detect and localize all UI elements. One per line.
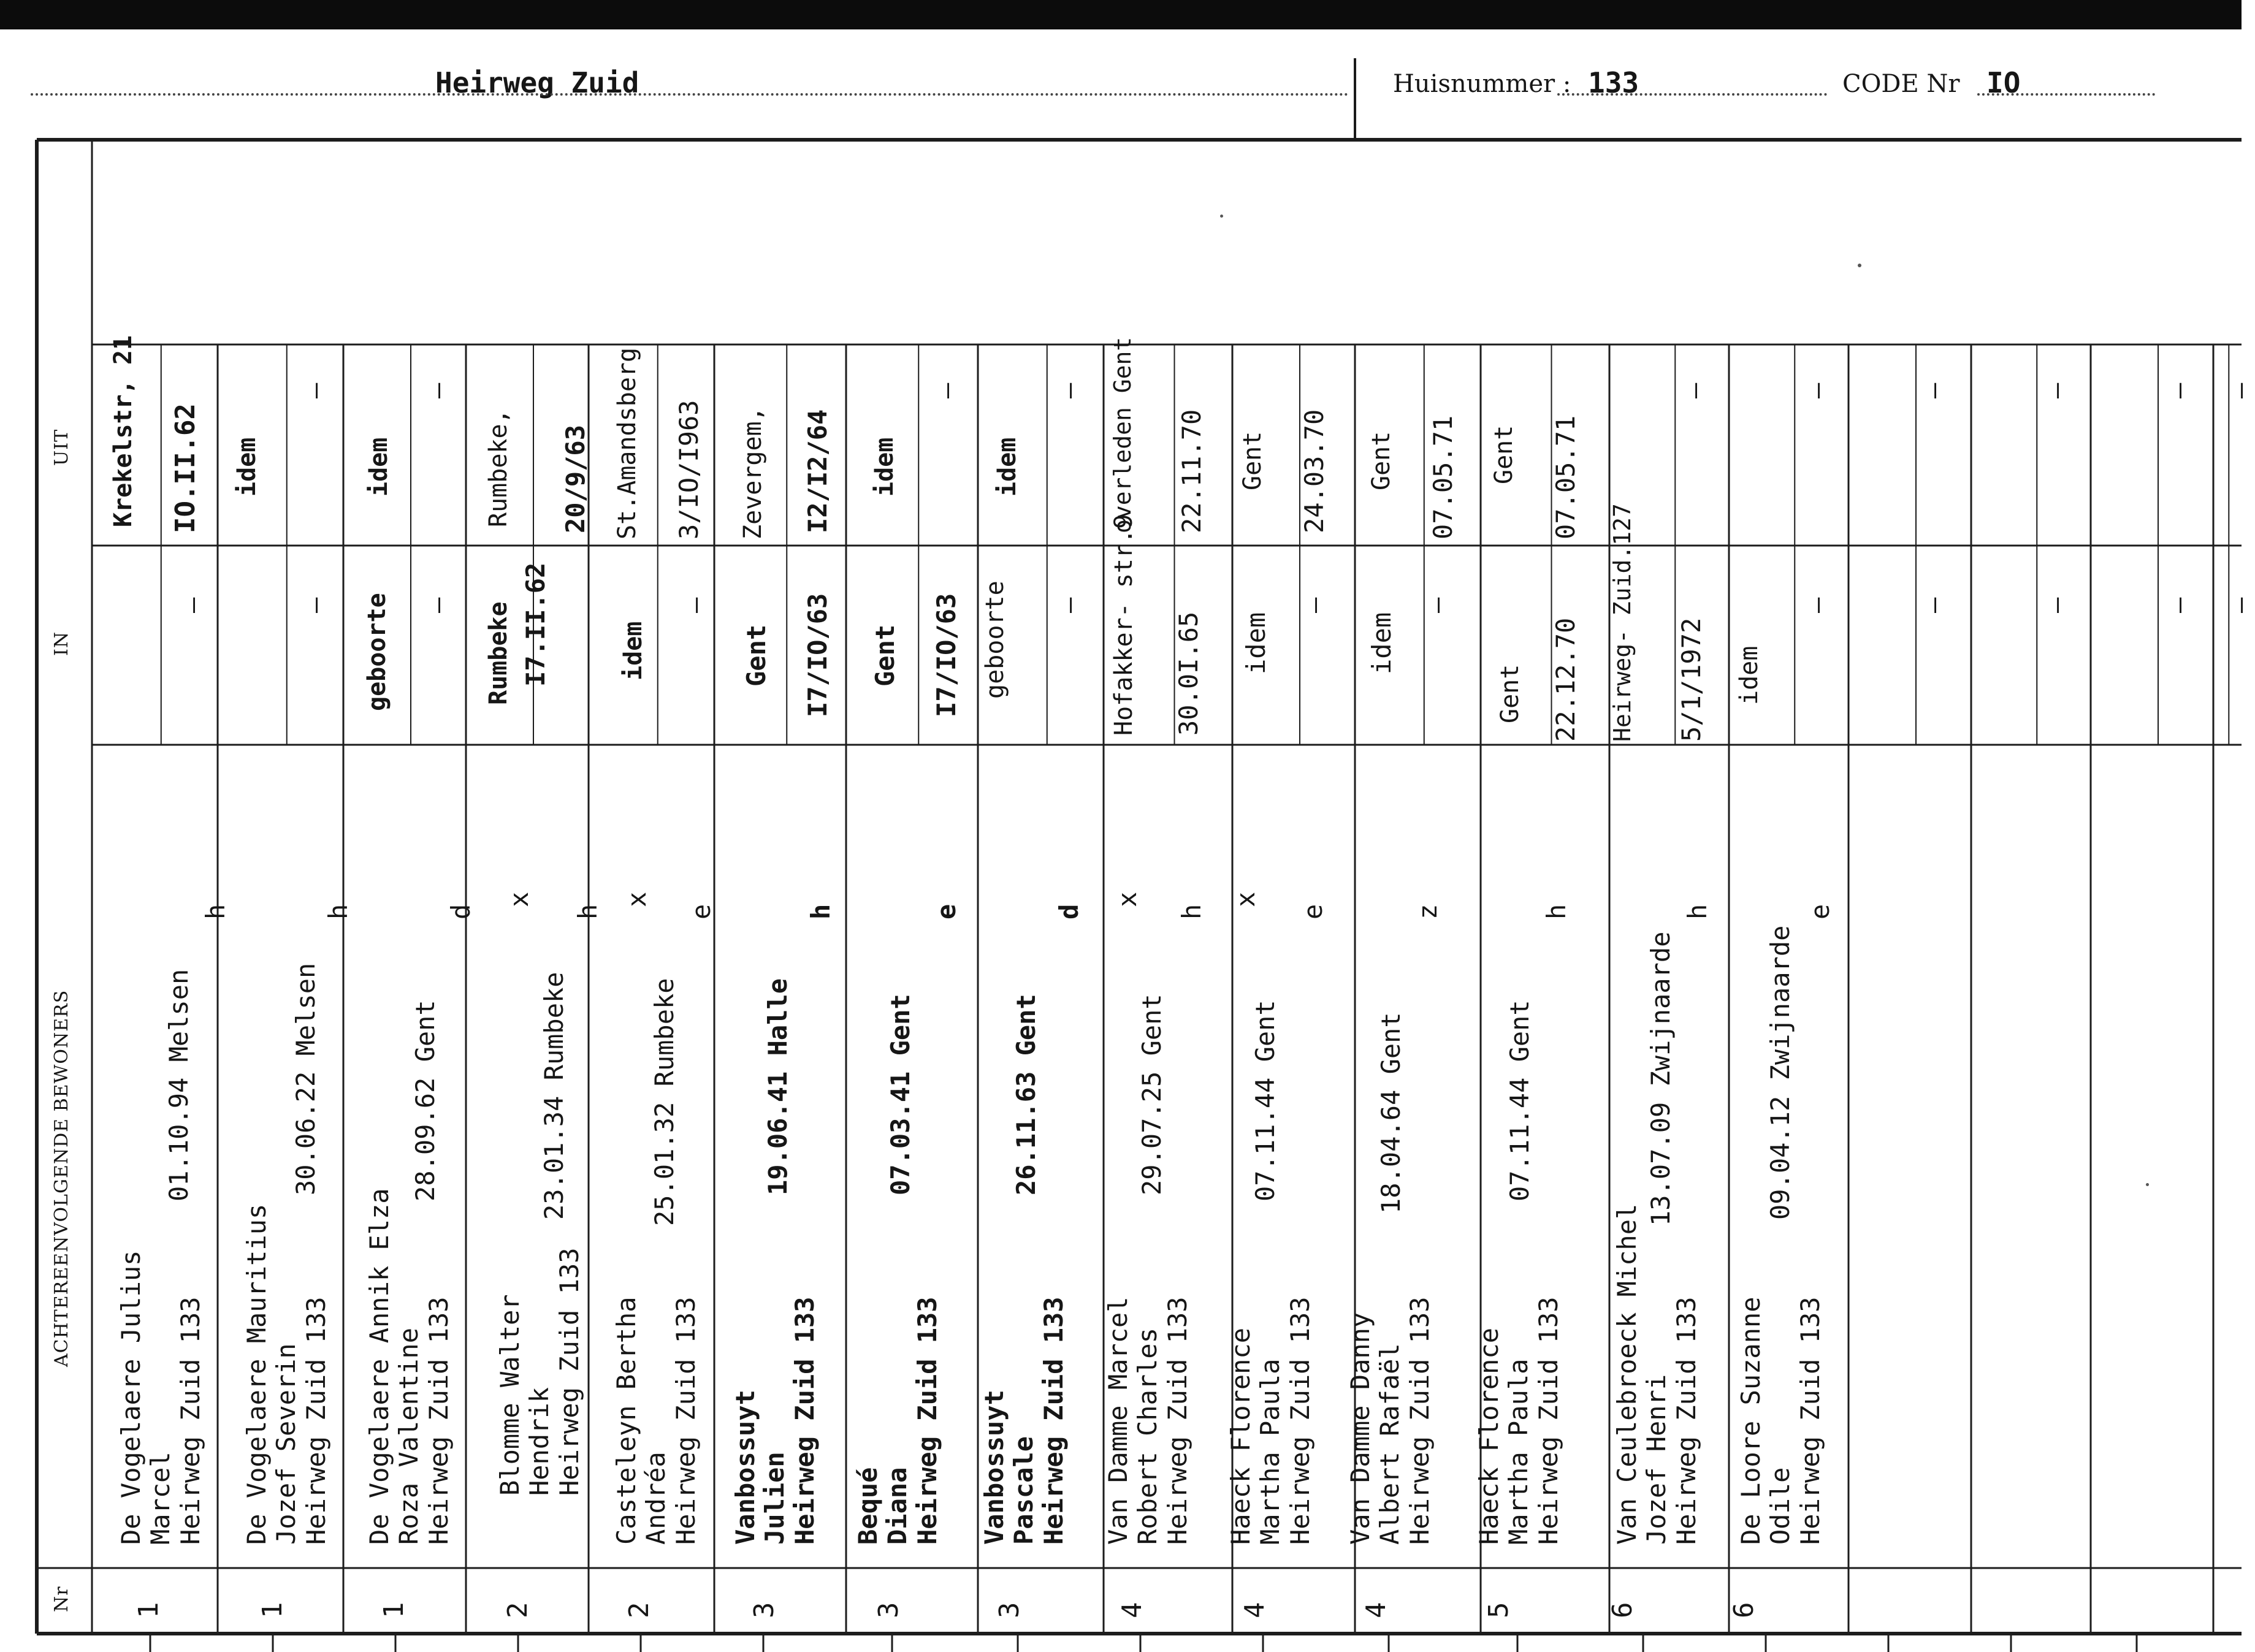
scan-speck	[1858, 264, 1861, 267]
code-value: IO	[1986, 66, 2021, 99]
house-number-label: Huisnummer :	[1393, 70, 1571, 98]
scan-speck	[2146, 1183, 2149, 1186]
house-number: 133	[1588, 66, 1639, 99]
street-name: Heirweg Zuid	[435, 66, 639, 99]
scan-speck	[1220, 215, 1223, 218]
code-label: CODE Nr	[1842, 70, 1960, 98]
